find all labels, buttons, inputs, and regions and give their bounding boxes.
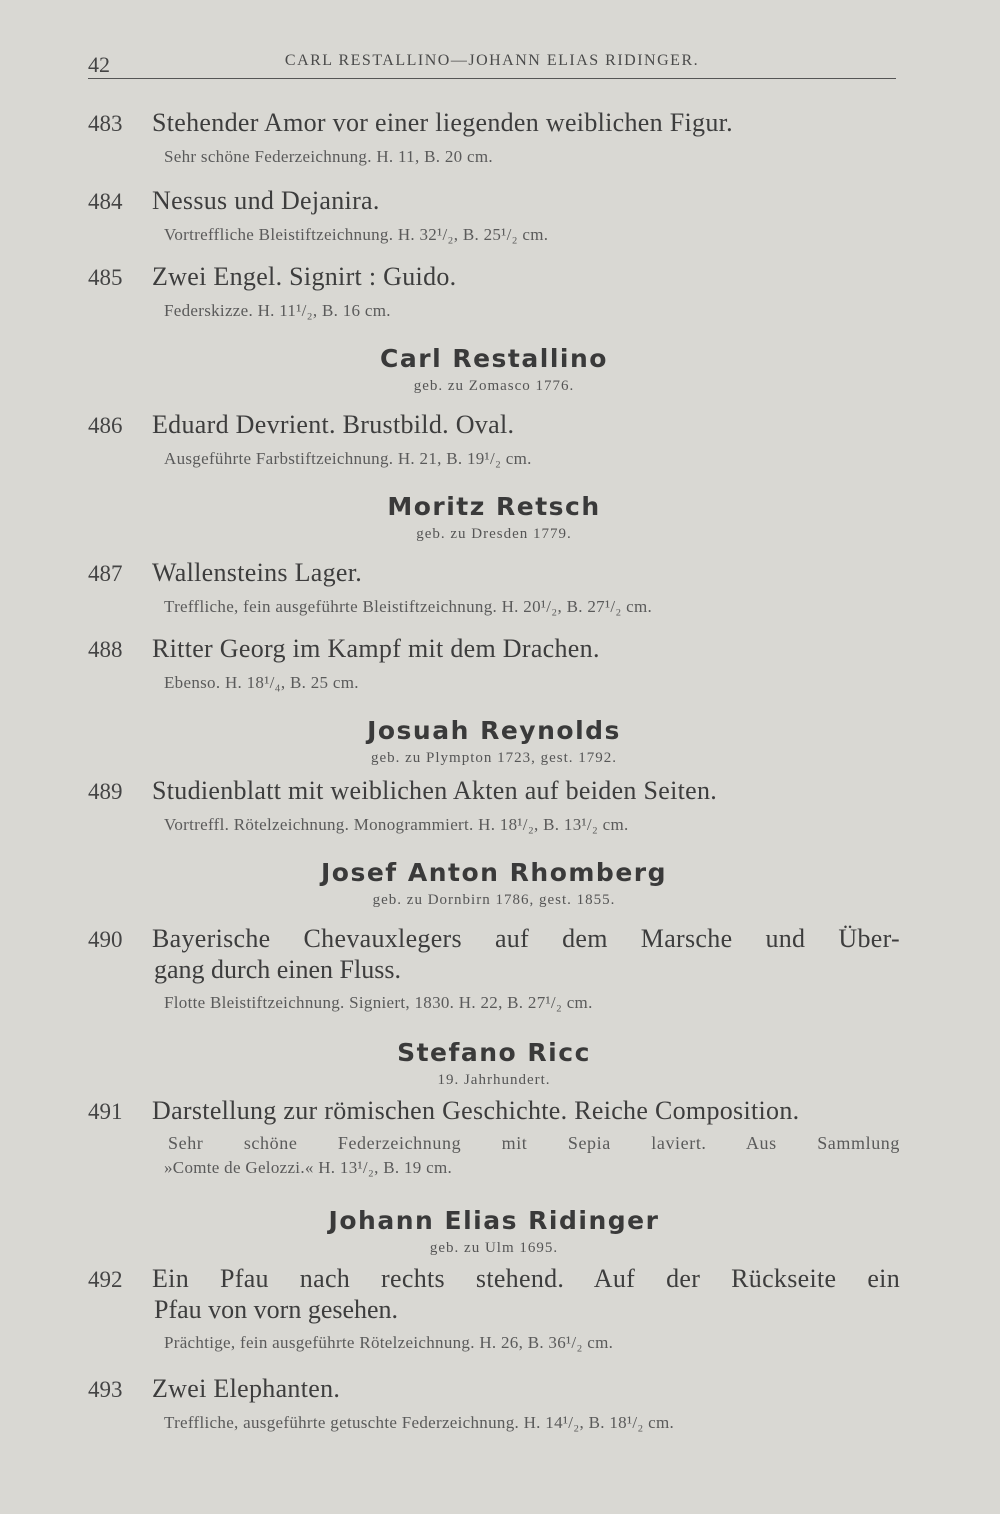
catalog-entry-492 xyxy=(88,1264,900,1354)
entry-title: Zwei Elephanten. xyxy=(152,1374,341,1403)
entry-number: 488 xyxy=(88,637,123,662)
entry-description: Federskizze. H. 11¹/₂, B. 16 cm. xyxy=(164,301,391,320)
entry-number: 486 xyxy=(88,413,123,438)
page-header xyxy=(88,46,896,79)
entry-title: Stehender Amor vor einer liegenden weiblichen Figur. xyxy=(152,108,733,137)
entry-description: Sehr schöne Federzeichnung. H. 11, B. 20 cm. xyxy=(164,147,493,166)
catalog-entry-487 xyxy=(88,558,900,618)
entry-title: Zwei Engel. Signirt : Guido. xyxy=(152,262,457,291)
entry-description-line-1: Sehr schöne Federzeichnung mit Sepia laviert. Aus Sammlung xyxy=(168,1133,900,1153)
artist-heading-ridinger xyxy=(88,1206,900,1258)
artist-dates: geb. zu Dornbirn 1786, gest. 1855. xyxy=(372,892,616,908)
artist-name: Stefano Ricc xyxy=(397,1038,591,1067)
entry-number: 490 xyxy=(88,927,123,952)
entry-number: 492 xyxy=(88,1267,123,1292)
entry-title-line-1: Ein Pfau nach rechts stehend. Auf der Rückseite ein xyxy=(152,1264,900,1293)
artist-heading-reynolds xyxy=(88,716,900,768)
entry-description-line-2: »Comte de Gelozzi.« H. 13¹/₂, B. 19 cm. xyxy=(164,1158,453,1177)
artist-name: Josef Anton Rhomberg xyxy=(320,858,667,887)
artist-heading-restallino xyxy=(88,344,900,396)
artist-heading-ricc xyxy=(88,1038,900,1090)
entry-title-line-2: Pfau von vorn gesehen. xyxy=(154,1295,399,1324)
catalog-entry-486 xyxy=(88,410,900,470)
entry-number: 483 xyxy=(88,111,123,136)
artist-name: Carl Restallino xyxy=(380,344,608,373)
entry-description: Flotte Bleistiftzeichnung. Signiert, 1830. H. 22, B. 27¹/₂ cm. xyxy=(164,993,593,1012)
entry-number: 484 xyxy=(88,189,123,214)
artist-heading-retsch xyxy=(88,492,900,544)
entry-title: Wallensteins Lager. xyxy=(152,558,363,587)
catalog-entry-488 xyxy=(88,634,900,694)
artist-dates: geb. zu Dresden 1779. xyxy=(416,526,572,542)
artist-dates: geb. zu Zomasco 1776. xyxy=(413,378,575,394)
artist-dates: geb. zu Plympton 1723, gest. 1792. xyxy=(370,750,618,766)
entry-description: Ebenso. H. 18¹/₄, B. 25 cm. xyxy=(164,673,359,692)
catalog-entry-485 xyxy=(88,262,900,322)
running-title: CARL RESTALLINO—JOHANN ELIAS RIDINGER. xyxy=(284,52,700,69)
entry-title: Darstellung zur römischen Geschichte. Reiche Composition. xyxy=(152,1096,800,1125)
entry-description: Ausgeführte Farbstiftzeichnung. H. 21, B. 19¹/₂ cm. xyxy=(164,449,532,468)
artist-dates: geb. zu Ulm 1695. xyxy=(429,1240,559,1256)
artist-name: Johann Elias Ridinger xyxy=(328,1206,660,1235)
entry-number: 485 xyxy=(88,265,123,290)
entry-title-line-2: gang durch einen Fluss. xyxy=(154,955,401,984)
catalog-entry-491 xyxy=(88,1096,900,1179)
entry-title-line-1: Bayerische Chevauxlegers auf dem Marsche und Über- xyxy=(152,924,900,953)
entry-title: Ritter Georg im Kampf mit dem Drachen. xyxy=(152,634,600,663)
catalog-entry-493 xyxy=(88,1374,900,1434)
catalog-entry-489 xyxy=(88,776,900,836)
entry-description: Vortreffl. Rötelzeichnung. Monogrammiert. H. 18¹/₂, B. 13¹/₂ cm. xyxy=(164,815,629,834)
catalog-entry-483 xyxy=(88,108,900,168)
entry-description: Prächtige, fein ausgeführte Rötelzeichnung. H. 26, B. 36¹/₂ cm. xyxy=(164,1333,614,1352)
artist-heading-rhomberg xyxy=(88,858,900,910)
page-number: 42 xyxy=(88,52,110,77)
artist-name: Josuah Reynolds xyxy=(367,716,621,745)
catalog-entry-484 xyxy=(88,186,900,246)
artist-name: Moritz Retsch xyxy=(387,492,601,521)
entry-number: 493 xyxy=(88,1377,123,1402)
entry-number: 491 xyxy=(88,1099,123,1124)
entry-description: Vortreffliche Bleistiftzeichnung. H. 32¹/₂, B. 25¹/₂ cm. xyxy=(164,225,549,244)
entry-number: 487 xyxy=(88,561,123,586)
entry-description: Treffliche, fein ausgeführte Bleistiftzeichnung. H. 20¹/₂, B. 27¹/₂ cm. xyxy=(164,597,653,616)
entry-description: Treffliche, ausgeführte getuschte Federzeichnung. H. 14¹/₂, B. 18¹/₂ cm. xyxy=(164,1413,675,1432)
entry-title: Studienblatt mit weiblichen Akten auf beiden Seiten. xyxy=(152,776,718,805)
artist-dates: 19. Jahrhundert. xyxy=(437,1072,551,1088)
entry-number: 489 xyxy=(88,779,123,804)
catalog-entry-490 xyxy=(88,924,900,1014)
entry-title: Eduard Devrient. Brustbild. Oval. xyxy=(152,410,515,439)
entry-title: Nessus und Dejanira. xyxy=(152,186,380,215)
